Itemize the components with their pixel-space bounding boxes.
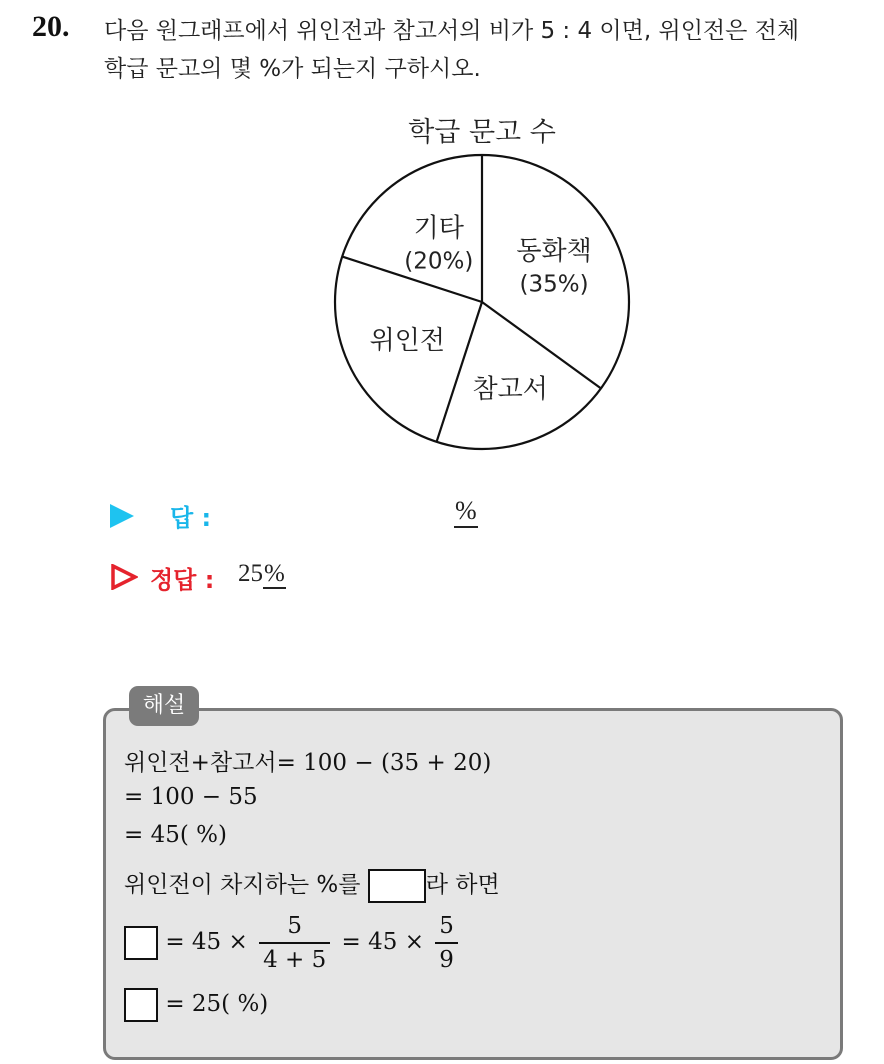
blank-box <box>368 869 426 903</box>
solution-line-4-tail: 라 하면 <box>425 872 500 898</box>
pie-slices <box>335 155 629 449</box>
chart-title: 학급 문고 수 <box>408 117 556 148</box>
solution-line-1: 위인전+참고서= 100 − (35 + 20) <box>124 750 492 776</box>
play-arrow-icon <box>110 504 134 528</box>
fraction-1-denominator: 4 + 5 <box>259 942 330 974</box>
outline-arrow-icon <box>110 564 138 590</box>
question-line-1: 다음 원그래프에서 위인전과 참고서의 비가 5 : 4 이면, 위인전은 전체 <box>104 18 800 44</box>
solution-line-5-a: = 45 × <box>165 929 248 955</box>
pie-slice-percent: (35%) <box>519 271 589 298</box>
solution-line-2: = 100 − 55 <box>124 784 258 810</box>
answer-label: 답 : <box>170 504 212 532</box>
correct-value <box>238 560 286 588</box>
solution-line-4-text: 위인전이 차지하는 %를 <box>124 872 361 898</box>
solution-line-5 <box>124 912 462 974</box>
pie-slice-label: 기타 <box>413 213 464 244</box>
solution-line-6 <box>124 988 268 1022</box>
solution-line-6-text: = 25( %) <box>165 991 269 1017</box>
pie-chart <box>320 108 650 453</box>
solution-line-4 <box>124 866 500 903</box>
question-number: 20. <box>32 10 70 43</box>
fraction-1 <box>259 912 330 974</box>
fraction-2-denominator: 9 <box>435 942 458 974</box>
correct-unit: % <box>264 560 285 587</box>
solution-tab: 해설 <box>129 686 199 726</box>
question-text <box>104 12 874 88</box>
pie-slice-percent: (20%) <box>404 248 474 275</box>
answer-blank-unit[interactable]: % <box>454 496 478 528</box>
fraction-2 <box>435 912 458 974</box>
fraction-1-numerator: 5 <box>287 913 302 939</box>
pie-slice-label: 동화책 <box>516 236 592 267</box>
correct-number: 25 <box>238 560 263 587</box>
blank-box <box>124 926 158 960</box>
pie-slice-label: 참고서 <box>472 374 548 405</box>
fraction-2-numerator: 5 <box>439 913 454 939</box>
correct-label: 정답 : <box>150 566 215 594</box>
question-line-2: 학급 문고의 몇 %가 되는지 구하시오. <box>104 56 481 82</box>
solution-line-3: = 45( %) <box>124 822 227 848</box>
solution-line-5-b: = 45 × <box>341 929 424 955</box>
blank-box <box>124 988 158 1022</box>
pie-slice-label: 위인전 <box>369 326 446 357</box>
